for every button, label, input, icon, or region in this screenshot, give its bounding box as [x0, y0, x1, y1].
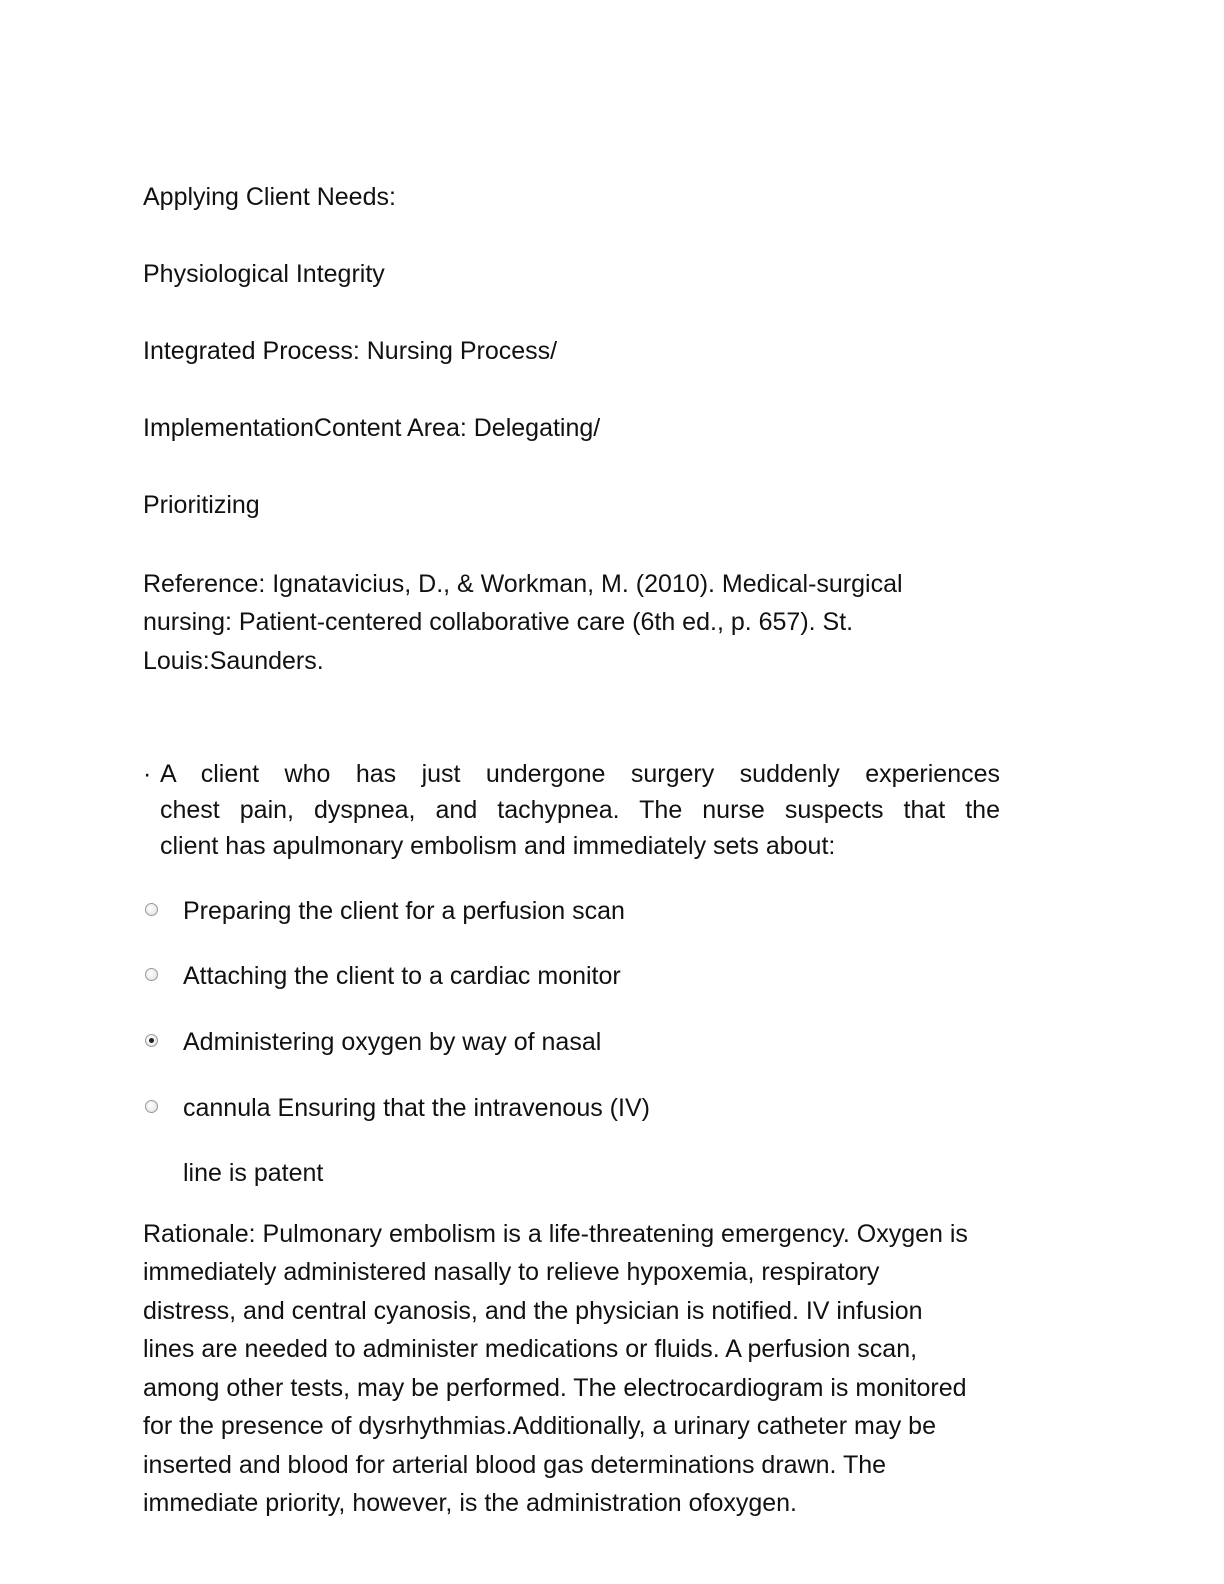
- rationale-line: among other tests, may be performed. The electrocardiogram is monitored: [143, 1374, 967, 1402]
- option-label: cannula Ensuring that the intravenous (IV): [183, 1094, 650, 1122]
- radio-icon[interactable]: [145, 903, 158, 916]
- meta-line: Integrated Process: Nursing Process/: [143, 337, 558, 365]
- meta-line: Applying Client Needs:: [143, 183, 396, 211]
- question-text: [143, 756, 1000, 864]
- meta-line: Physiological Integrity: [143, 260, 385, 288]
- reference-line: Louis:Saunders.: [143, 647, 324, 675]
- rationale-line: immediate priority, however, is the administration ofoxygen.: [143, 1489, 798, 1517]
- option-label: Administering oxygen by way of nasal: [183, 1028, 602, 1056]
- rationale-line: immediately administered nasally to relieve hypoxemia, respiratory: [143, 1258, 880, 1286]
- reference-line: Reference: Ignatavicius, D., & Workman, M. (2010). Medical-surgical: [143, 570, 903, 598]
- reference-line: nursing: Patient-centered collaborative care (6th ed., p. 657). St.: [143, 608, 854, 636]
- rationale-line: Rationale: Pulmonary embolism is a life-threatening emergency. Oxygen is: [143, 1220, 968, 1248]
- bullet: ·: [143, 760, 152, 788]
- rationale-line: inserted and blood for arterial blood gas determinations drawn. The: [143, 1451, 887, 1479]
- rationale-line: for the presence of dysrhythmias.Additionally, a urinary catheter may be: [143, 1412, 936, 1440]
- radio-selected-icon[interactable]: [145, 1034, 158, 1047]
- rationale-line: lines are needed to administer medications or fluids. A perfusion scan,: [143, 1335, 918, 1363]
- option-continuation: line is patent: [183, 1159, 324, 1187]
- option-label: Attaching the client to a cardiac monitor: [183, 962, 621, 990]
- option-label: Preparing the client for a perfusion scan: [183, 897, 625, 925]
- question-line: A client who has just undergone surgery suddenly experiences: [160, 760, 1000, 788]
- rationale-line: distress, and central cyanosis, and the physician is notified. IV infusion: [143, 1297, 923, 1325]
- meta-line: Prioritizing: [143, 491, 260, 519]
- question-line: client has apulmonary embolism and immediately sets about:: [160, 832, 836, 860]
- question-line: chest pain, dyspnea, and tachypnea. The nurse suspects that the: [160, 796, 1000, 824]
- radio-icon[interactable]: [145, 968, 158, 981]
- radio-icon[interactable]: [145, 1100, 158, 1113]
- meta-line: ImplementationContent Area: Delegating/: [143, 414, 601, 442]
